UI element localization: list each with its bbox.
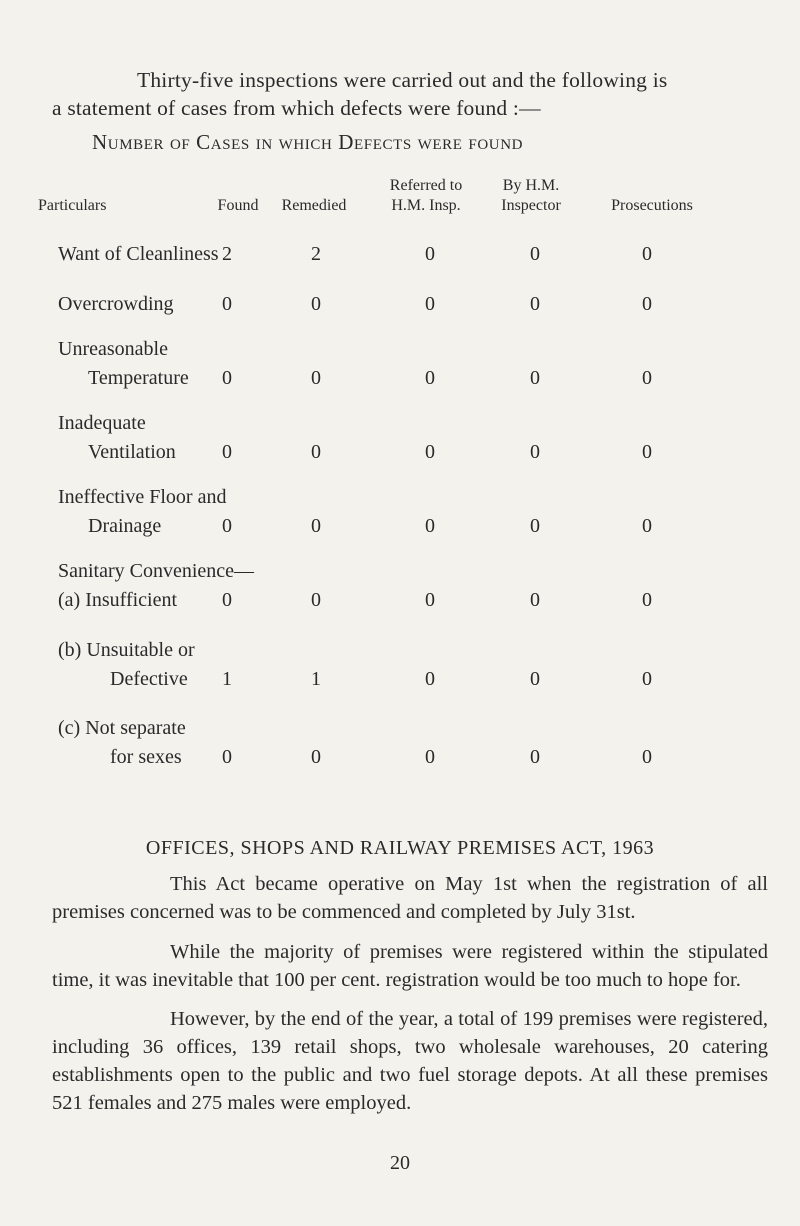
cell-remedied: 0 bbox=[311, 441, 321, 463]
cell-found: 1 bbox=[222, 668, 232, 690]
cell-prosecutions: 0 bbox=[642, 668, 652, 690]
cell-referred: 0 bbox=[425, 367, 435, 389]
cell-referred: 0 bbox=[425, 441, 435, 463]
row-label-line-1: (c) Not separate bbox=[58, 717, 186, 739]
row-label: Defective bbox=[110, 668, 188, 690]
cell-hmi: 0 bbox=[530, 746, 540, 768]
paragraph-3: However, by the end of the year, a total of 199 premises were registered, including 36 offices, 139 retail shops, two wholesale warehouses, 20 catering establishments open to the public and two fuel storage depots. At all these premises 521 females and 275 males were employed. bbox=[52, 1008, 768, 1114]
cell-found: 0 bbox=[222, 441, 232, 463]
cell-prosecutions: 0 bbox=[642, 367, 652, 389]
cell-prosecutions: 0 bbox=[642, 243, 652, 265]
cell-referred: 0 bbox=[425, 293, 435, 315]
cell-prosecutions: 0 bbox=[642, 441, 652, 463]
row-label-line-1: Unreasonable bbox=[58, 338, 168, 360]
page-number: 20 bbox=[390, 1152, 410, 1174]
row-label: Ventilation bbox=[88, 441, 176, 463]
cell-hmi: 0 bbox=[530, 668, 540, 690]
cell-hmi: 0 bbox=[530, 515, 540, 537]
cell-hmi: 0 bbox=[530, 367, 540, 389]
cell-found: 2 bbox=[222, 243, 232, 265]
row-label: Overcrowding bbox=[58, 293, 174, 315]
header-found: Found bbox=[217, 197, 259, 214]
cell-hmi: 0 bbox=[530, 243, 540, 265]
cell-referred: 0 bbox=[425, 515, 435, 537]
cell-remedied: 0 bbox=[311, 293, 321, 315]
cell-remedied: 1 bbox=[311, 668, 321, 690]
header-referred-line-1: Referred to bbox=[389, 177, 463, 194]
header-hm-inspector bbox=[478, 176, 584, 216]
cell-prosecutions: 0 bbox=[642, 515, 652, 537]
row-label-line-1: Sanitary Convenience— bbox=[58, 560, 255, 582]
cell-referred: 0 bbox=[425, 589, 435, 611]
cell-referred: 0 bbox=[425, 668, 435, 690]
row-label: Drainage bbox=[88, 515, 162, 537]
cell-found: 0 bbox=[222, 746, 232, 768]
row-label: (a) Insufficient bbox=[58, 589, 178, 611]
intro-paragraph bbox=[52, 66, 772, 122]
cell-remedied: 0 bbox=[311, 367, 321, 389]
header-hmi-line-1: By H.M. bbox=[502, 177, 560, 194]
cell-hmi: 0 bbox=[530, 589, 540, 611]
cell-found: 0 bbox=[222, 367, 232, 389]
header-referred-line-2: H.M. Insp. bbox=[391, 197, 461, 214]
cell-found: 0 bbox=[222, 293, 232, 315]
row-label: Want of Cleanliness bbox=[58, 243, 219, 265]
intro-line-2: a statement of cases from which defects were found :— bbox=[52, 96, 541, 120]
cell-prosecutions: 0 bbox=[642, 746, 652, 768]
cell-hmi: 0 bbox=[530, 293, 540, 315]
table-title: Number of Cases in which Defects were found bbox=[92, 130, 524, 154]
header-hmi-line-2: Inspector bbox=[501, 197, 561, 214]
cell-remedied: 0 bbox=[311, 515, 321, 537]
paragraph-2: While the majority of premises were registered within the stipulated time, it was inevitable that 100 per cent. registration would be too much to hope for. bbox=[52, 941, 768, 991]
cell-referred: 0 bbox=[425, 746, 435, 768]
cell-found: 0 bbox=[222, 589, 232, 611]
header-remedied: Remedied bbox=[281, 197, 347, 214]
cell-prosecutions: 0 bbox=[642, 293, 652, 315]
cell-hmi: 0 bbox=[530, 441, 540, 463]
row-label: Temperature bbox=[88, 367, 189, 389]
header-prosecutions: Prosecutions bbox=[611, 197, 693, 214]
row-label: for sexes bbox=[110, 746, 182, 768]
header-referred bbox=[368, 176, 484, 216]
row-label-line-1: (b) Unsuitable or bbox=[58, 639, 195, 661]
cell-prosecutions: 0 bbox=[642, 589, 652, 611]
intro-line-1: Thirty-five inspections were carried out and the following is bbox=[137, 68, 668, 92]
cell-referred: 0 bbox=[425, 243, 435, 265]
row-label-line-1: Inadequate bbox=[58, 412, 146, 434]
cell-remedied: 2 bbox=[311, 243, 321, 265]
header-particulars: Particulars bbox=[38, 197, 107, 214]
row-label-line-1: Ineffective Floor and bbox=[58, 486, 227, 508]
section-heading: OFFICES, SHOPS AND RAILWAY PREMISES ACT, 1963 bbox=[145, 837, 655, 859]
paragraph-1: This Act became operative on May 1st when the registration of all premises concerned was to be commenced and completed by July 31st. bbox=[52, 873, 768, 923]
cell-remedied: 0 bbox=[311, 589, 321, 611]
cell-found: 0 bbox=[222, 515, 232, 537]
cell-remedied: 0 bbox=[311, 746, 321, 768]
